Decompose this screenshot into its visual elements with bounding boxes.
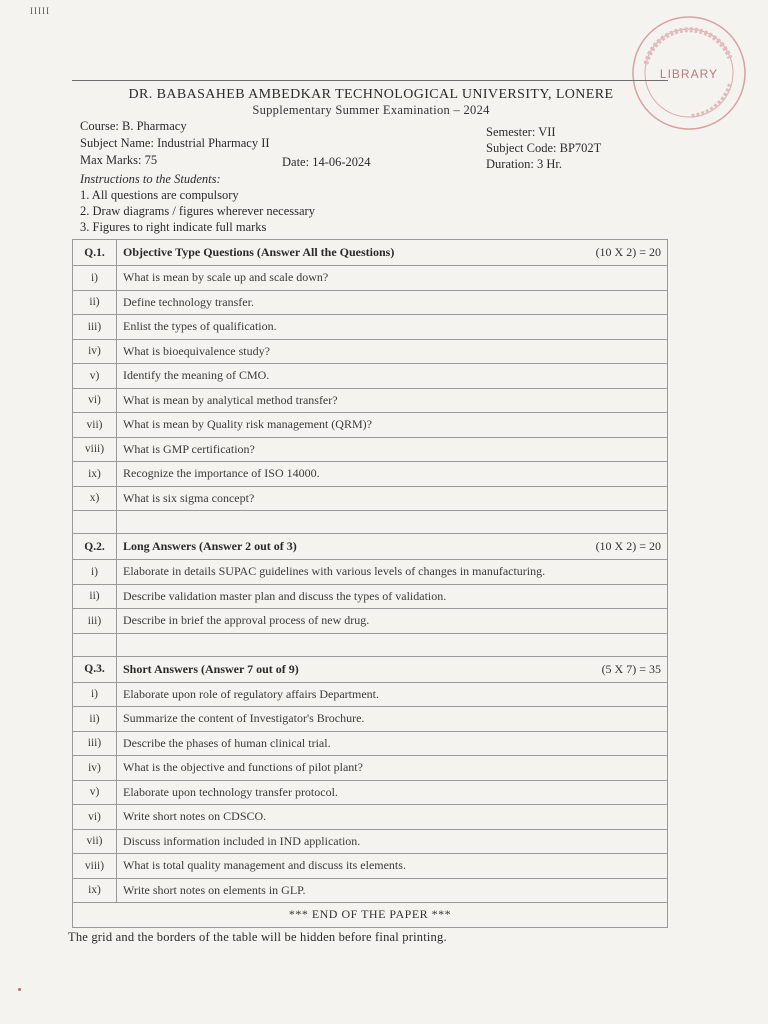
question-number: iii) (73, 315, 117, 340)
question-paper (72, 80, 668, 928)
question-number: ii) (73, 707, 117, 732)
question-number: ii) (73, 290, 117, 315)
subject-code: Subject Code: BP702T (486, 141, 602, 155)
question-text: Summarize the content of Investigator's Brochure. (117, 707, 668, 732)
question-number: viii) (73, 854, 117, 879)
instructions-title: Instructions to the Students: (80, 172, 221, 186)
question-number: vi) (73, 805, 117, 830)
table-row (73, 780, 668, 805)
corner-mark: IIIII (30, 6, 50, 16)
q2-title: Long Answers (Answer 2 out of 3) (123, 539, 297, 553)
table-row (73, 462, 668, 487)
question-number: v) (73, 780, 117, 805)
question-text: Enlist the types of qualification. (117, 315, 668, 340)
table-row (73, 584, 668, 609)
table-row (73, 682, 668, 707)
question-text: What is mean by Quality risk management (QRM)? (117, 413, 668, 438)
question-number: iv) (73, 339, 117, 364)
question-number: i) (73, 682, 117, 707)
question-text: Elaborate in details SUPAC guidelines with various levels of changes in manufacturing. (117, 560, 668, 585)
question-number: v) (73, 364, 117, 389)
question-text: Elaborate upon technology transfer protocol. (117, 780, 668, 805)
q3-number: Q.3. (73, 656, 117, 682)
q2-marks: (10 X 2) = 20 (595, 539, 661, 553)
table-row (73, 707, 668, 732)
spacer-cell (117, 633, 668, 656)
spacer-cell (73, 633, 117, 656)
table-row (73, 290, 668, 315)
question-number: i) (73, 266, 117, 291)
question-number: vii) (73, 413, 117, 438)
question-text: Define technology transfer. (117, 290, 668, 315)
table-row (73, 364, 668, 389)
q1-number: Q.1. (73, 240, 117, 266)
question-number: ix) (73, 462, 117, 487)
spacer-cell (73, 511, 117, 534)
instruction-item: 1. All questions are compulsory (80, 188, 239, 202)
question-number: ii) (73, 584, 117, 609)
university-name: DR. BABASAHEB AMBEDKAR TECHNOLOGICAL UNIVERSITY, LONERE (128, 87, 614, 102)
ink-speck (18, 988, 21, 991)
end-row (73, 903, 668, 928)
duration: Duration: 3 Hr. (486, 157, 563, 171)
table-row (73, 413, 668, 438)
table-row (73, 805, 668, 830)
q3-marks: (5 X 7) = 35 (601, 661, 661, 676)
question-number: vi) (73, 388, 117, 413)
end-of-paper: *** END OF THE PAPER *** (73, 903, 668, 928)
question-number: i) (73, 560, 117, 585)
question-number: ix) (73, 878, 117, 903)
question-text: What is total quality management and discuss its elements. (117, 854, 668, 879)
question-text: Describe validation master plan and discuss the types of validation. (117, 584, 668, 609)
question-number: iv) (73, 756, 117, 781)
table-row (73, 486, 668, 511)
questions-table (72, 239, 668, 928)
exam-title: Supplementary Summer Examination – 2024 (252, 103, 490, 117)
table-row (73, 388, 668, 413)
exam-date: Date: 14-06-2024 (282, 155, 371, 169)
q1-header-row (73, 240, 668, 266)
question-number: iii) (73, 609, 117, 634)
max-marks: Max Marks: 75 (80, 153, 158, 167)
instruction-item: 2. Draw diagrams / figures wherever necessary (80, 204, 315, 218)
q2-title-cell (117, 534, 668, 560)
table-row (73, 829, 668, 854)
q3-header-row (73, 656, 668, 682)
question-text: What is GMP certification? (117, 437, 668, 462)
q1-title-cell (117, 240, 668, 266)
question-text: Write short notes on elements in GLP. (117, 878, 668, 903)
spacer-row (73, 633, 668, 656)
paper-meta (80, 119, 662, 171)
table-row (73, 609, 668, 634)
question-text: Write short notes on CDSCO. (117, 805, 668, 830)
paper-header (72, 81, 668, 235)
question-number: viii) (73, 437, 117, 462)
table-row (73, 756, 668, 781)
question-text: Describe in brief the approval process of new drug. (117, 609, 668, 634)
footer-note: The grid and the borders of the table will be hidden before final printing. (68, 930, 447, 944)
q3-title-cell (117, 656, 668, 682)
table-row (73, 339, 668, 364)
question-number: x) (73, 486, 117, 511)
table-row (73, 266, 668, 291)
q1-marks: (10 X 2) = 20 (595, 245, 661, 259)
subject-name: Subject Name: Industrial Pharmacy II (80, 136, 270, 150)
table-row (73, 878, 668, 903)
table-row (73, 315, 668, 340)
question-text: Identify the meaning of CMO. (117, 364, 668, 389)
instructions (80, 171, 662, 235)
question-number: vii) (73, 829, 117, 854)
question-text: What is six sigma concept? (117, 486, 668, 511)
question-text: Describe the phases of human clinical trial. (117, 731, 668, 756)
q2-number: Q.2. (73, 534, 117, 560)
semester: Semester: VII (486, 125, 556, 139)
instruction-item: 3. Figures to right indicate full marks (80, 220, 267, 234)
table-row (73, 437, 668, 462)
question-text: What is bioequivalence study? (117, 339, 668, 364)
question-number: iii) (73, 731, 117, 756)
q2-header-row (73, 534, 668, 560)
table-row (73, 731, 668, 756)
spacer-row (73, 511, 668, 534)
question-text: Recognize the importance of ISO 14000. (117, 462, 668, 487)
question-text: Discuss information included in IND application. (117, 829, 668, 854)
course: Course: B. Pharmacy (80, 119, 187, 133)
question-text: What is the objective and functions of pilot plant? (117, 756, 668, 781)
table-row (73, 854, 668, 879)
q1-title: Objective Type Questions (Answer All the Questions) (123, 245, 395, 259)
question-text: Elaborate upon role of regulatory affairs Department. (117, 682, 668, 707)
q3-title: Short Answers (Answer 7 out of 9) (123, 661, 299, 676)
spacer-cell (117, 511, 668, 534)
stamp-label: LIBRARY (659, 67, 719, 81)
table-row (73, 560, 668, 585)
question-text: What is mean by scale up and scale down? (117, 266, 668, 291)
question-text: What is mean by analytical method transfer? (117, 388, 668, 413)
